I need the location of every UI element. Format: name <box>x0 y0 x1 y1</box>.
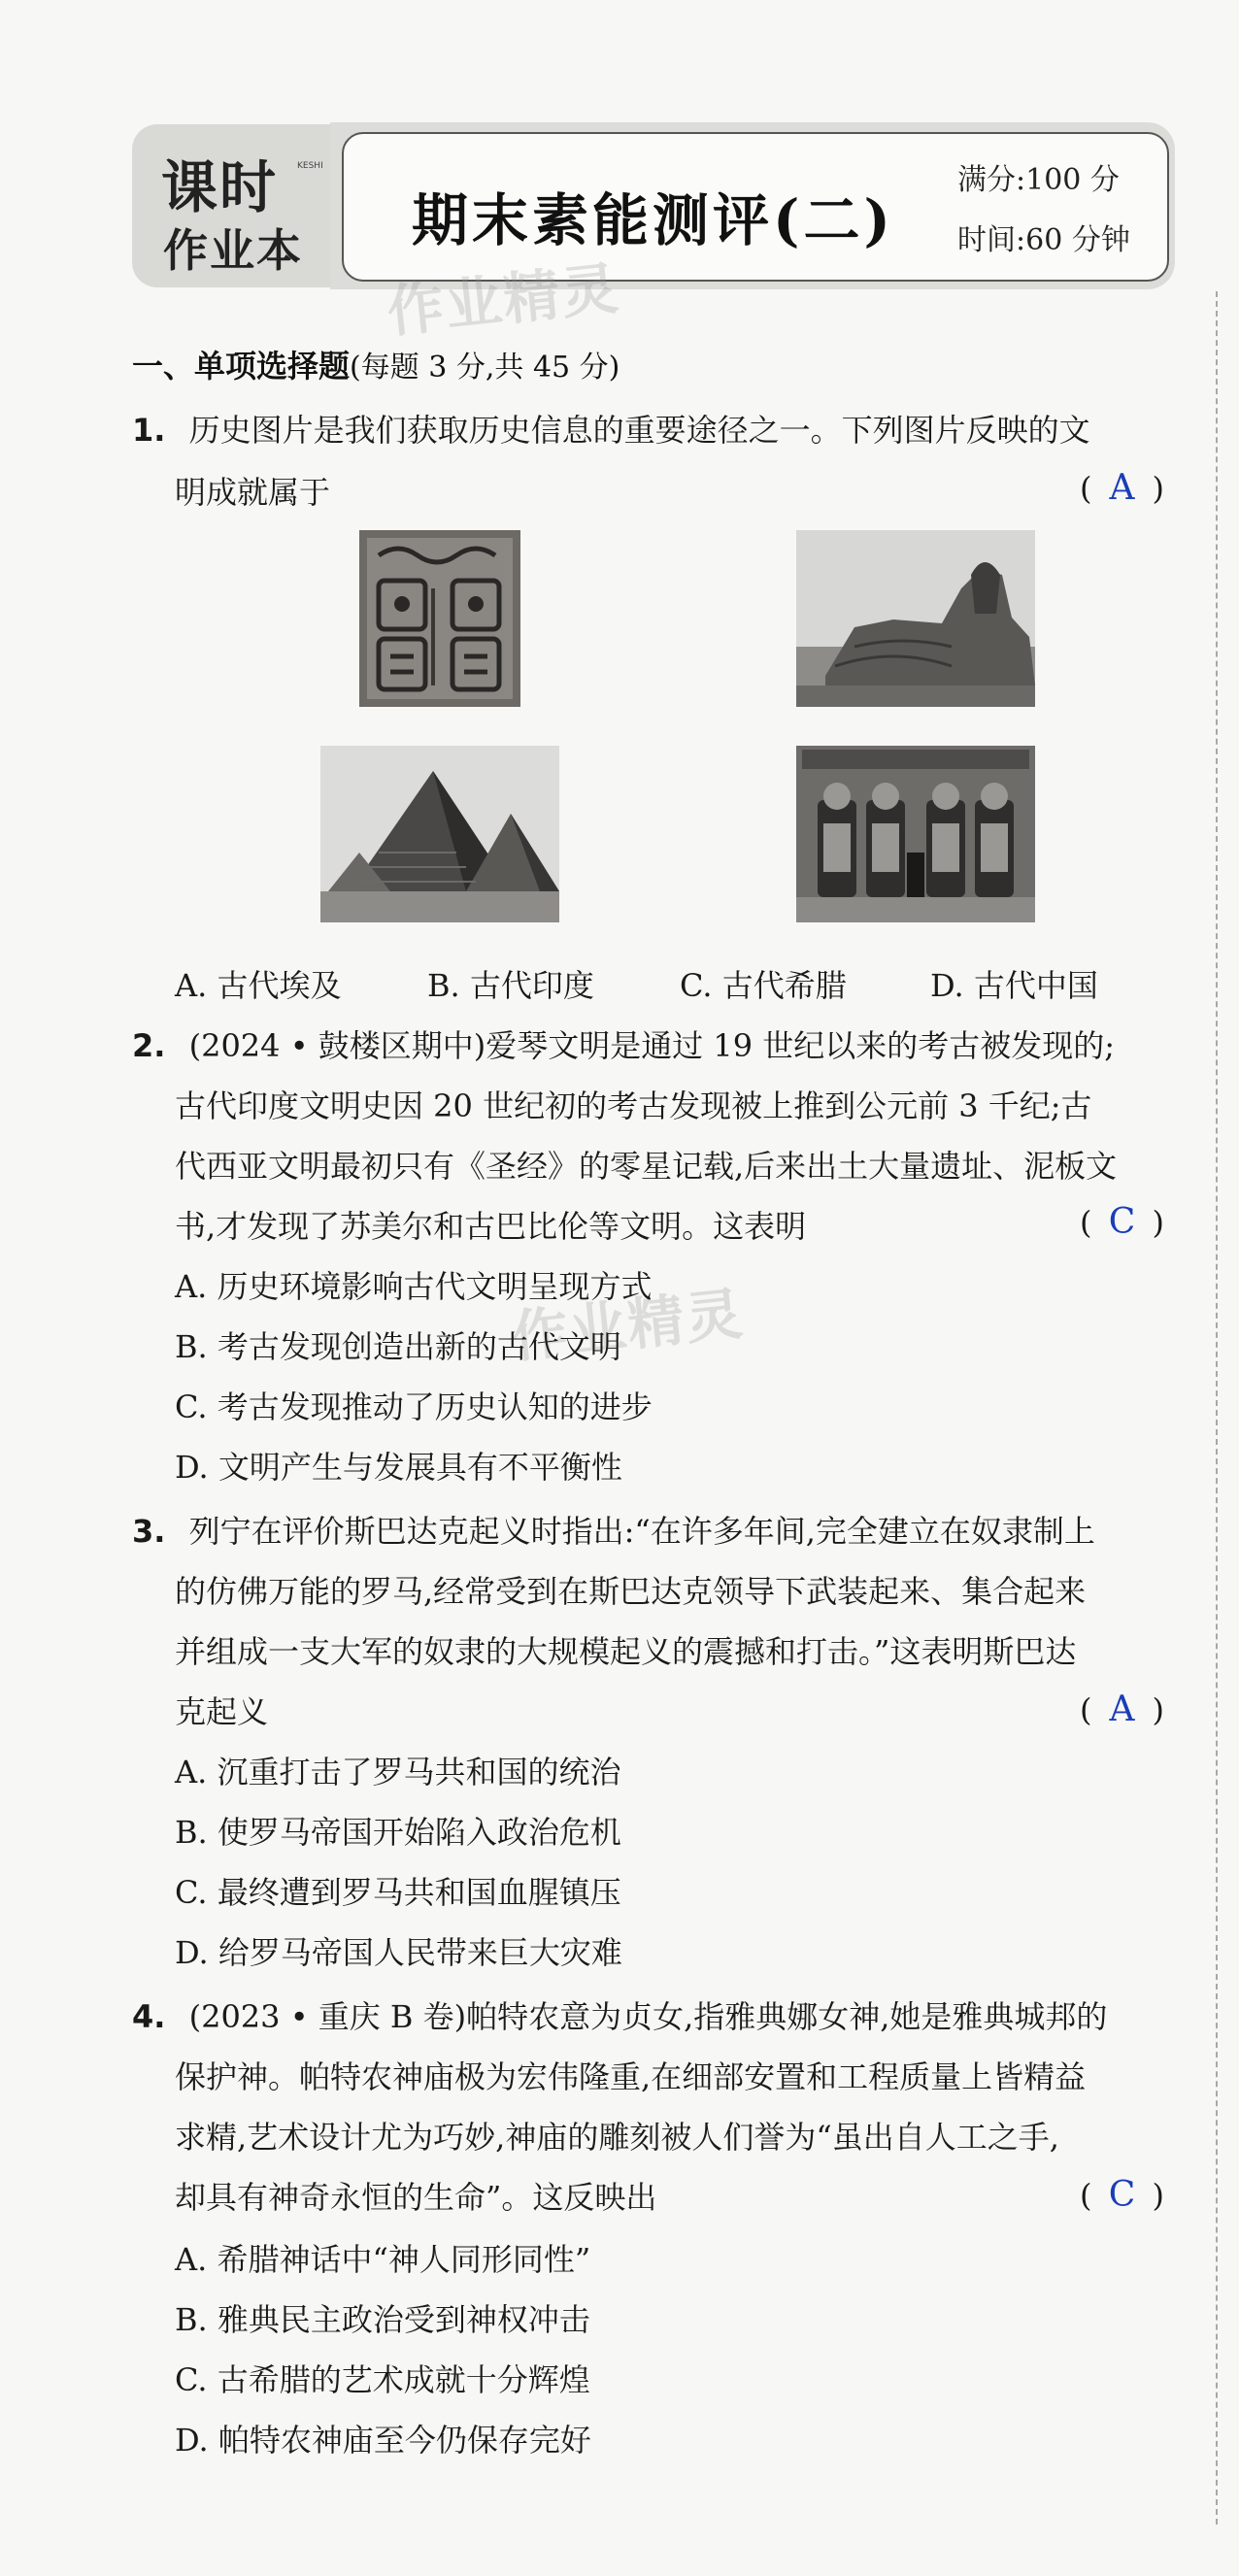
question-number: 4. <box>132 1998 166 2035</box>
question-number: 2. <box>132 1027 166 1064</box>
question-text-line: 却具有神奇永恒的生命”。这反映出 <box>175 2179 657 2216</box>
option-b[interactable]: B. 考古发现创造出新的古代文明 <box>175 1328 621 1365</box>
option-a[interactable]: A. 希腊神话中“神人同形同性” <box>175 2241 591 2278</box>
question-text-line: 的仿佛万能的罗马,经常受到在斯巴达克领导下武装起来、集合起来 <box>175 1573 1087 1610</box>
answer-bracket: ( C ) <box>1080 2175 1164 2215</box>
watermark: 作业精灵 <box>508 1280 748 1371</box>
logo-tiny-text: KESHI <box>297 161 323 171</box>
option-a[interactable]: A. 沉重打击了罗马共和国的统治 <box>175 1754 621 1790</box>
option-d[interactable]: D. 帕特农神庙至今仍保存完好 <box>175 2422 591 2459</box>
question-text-line: 克起义 <box>175 1693 269 1730</box>
answer-bracket: ( A ) <box>1080 1689 1164 1729</box>
section-title: 一、单项选择题 <box>132 348 351 385</box>
abu-simbel-temple-image <box>796 746 1035 922</box>
option-b[interactable]: B. 雅典民主政治受到神权冲击 <box>175 2301 590 2338</box>
logo-line-2: 作业本 <box>163 224 303 277</box>
logo-line-1: 课时 <box>161 154 279 220</box>
page-title: 期末素能测评(二) <box>412 187 894 253</box>
time-limit: 时间:60 分钟 <box>957 223 1130 257</box>
question-text-line: 明成就属于 <box>175 474 331 511</box>
option-d[interactable]: D. 文明产生与发展具有不平衡性 <box>175 1449 622 1486</box>
option-c[interactable]: C. 古希腊的艺术成就十分辉煌 <box>175 2361 590 2398</box>
section-score-note: (每题 3 分,共 45 分) <box>350 351 620 385</box>
watermark: 作业精灵 <box>384 254 623 346</box>
pyramids-image <box>320 746 559 922</box>
full-score: 满分:100 分 <box>957 163 1120 197</box>
sphinx-image <box>796 530 1035 707</box>
answer-letter: C <box>1108 2175 1136 2215</box>
question-number: 1. <box>132 412 166 449</box>
option-c[interactable]: C. 最终遭到罗马共和国血腥镇压 <box>175 1874 621 1911</box>
answer-letter: A <box>1109 1689 1135 1729</box>
option-a[interactable]: A. 历史环境影响古代文明呈现方式 <box>175 1268 653 1305</box>
question-text-line: (2024 • 鼓楼区期中)爱琴文明是通过 19 世纪以来的考古被发现的; <box>188 1027 1116 1064</box>
answer-letter: A <box>1109 468 1135 508</box>
answer-bracket: ( A ) <box>1080 468 1164 508</box>
brand-logo <box>132 124 346 287</box>
question-text-line: 保护神。帕特农神庙极为宏伟隆重,在细部安置和工程质量上皆精益 <box>175 2058 1087 2095</box>
question-text-line: 代西亚文明最初只有《圣经》的零星记载,后来出土大量遗址、泥板文 <box>175 1148 1118 1185</box>
section-heading <box>132 342 620 386</box>
margin-dashed-rule <box>1216 291 1218 2525</box>
option-c[interactable]: C. 考古发现推动了历史认知的进步 <box>175 1388 653 1425</box>
question-text-line: 列宁在评价斯巴达克起义时指出:“在许多年间,完全建立在奴隶制上 <box>188 1513 1095 1550</box>
question-text-line: (2023 • 重庆 B 卷)帕特农意为贞女,指雅典娜女神,她是雅典城邦的 <box>188 1998 1108 2035</box>
question-text-line: 并组成一支大军的奴隶的大规模起义的震撼和打击。”这表明斯巴达 <box>175 1633 1077 1670</box>
question-text-line: 求精,艺术设计尤为巧妙,神庙的雕刻被人们誉为“虽出自人工之手, <box>175 2119 1059 2156</box>
option-b[interactable]: B. 古代印度 <box>427 967 594 1004</box>
option-a[interactable]: A. 古代埃及 <box>175 967 342 1004</box>
hieroglyph-seal-image <box>359 530 520 707</box>
option-c[interactable]: C. 古代希腊 <box>680 967 847 1004</box>
question-number: 3. <box>132 1513 166 1550</box>
option-b[interactable]: B. 使罗马帝国开始陷入政治危机 <box>175 1814 621 1851</box>
option-d[interactable]: D. 给罗马帝国人民带来巨大灾难 <box>175 1934 622 1971</box>
answer-letter: C <box>1108 1202 1136 1242</box>
question-text-line: 古代印度文明史因 20 世纪初的考古发现被上推到公元前 3 千纪;古 <box>175 1087 1092 1124</box>
answer-bracket: ( C ) <box>1080 1202 1164 1242</box>
question-text-line: 历史图片是我们获取历史信息的重要途径之一。下列图片反映的文 <box>188 412 1090 449</box>
option-d[interactable]: D. 古代中国 <box>930 967 1098 1004</box>
question-text-line: 书,才发现了苏美尔和古巴比伦等文明。这表明 <box>175 1208 807 1245</box>
